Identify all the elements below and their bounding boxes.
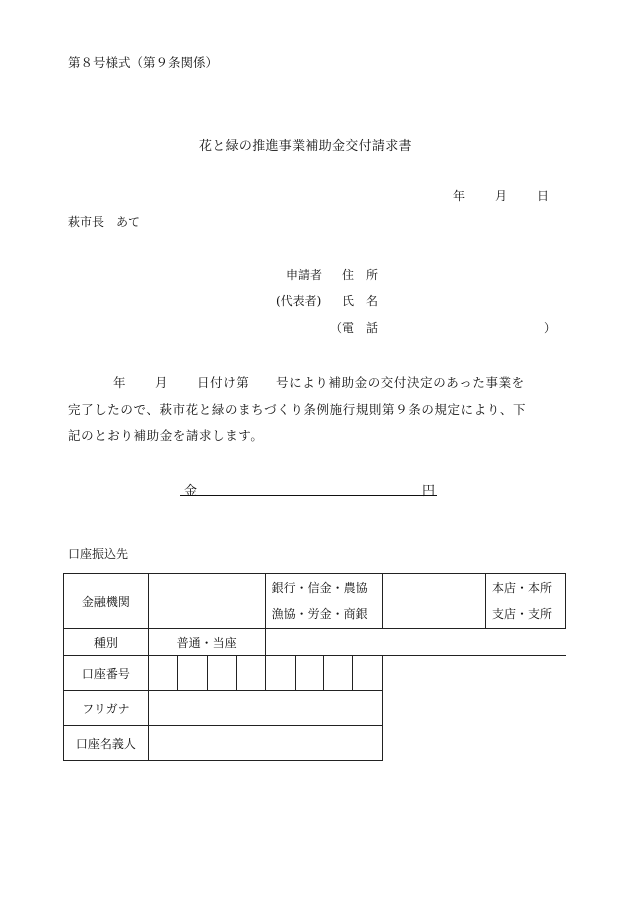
account-digit-box[interactable]	[148, 656, 177, 691]
branch-name-cell[interactable]	[383, 574, 486, 629]
body-dated: 日付け第	[197, 375, 250, 390]
phone-close-paren: ）	[544, 321, 557, 335]
amount-suffix: 円	[422, 484, 436, 499]
body-line2: 完了したので、萩市花と緑のまちづくり条例施行規則第９条の規定により、下	[68, 402, 527, 417]
amount-prefix: 金	[184, 484, 198, 499]
document-title: 花と緑の推進事業補助金交付請求書	[199, 139, 412, 154]
representative-label: (代表者)	[276, 294, 322, 308]
blank-area	[265, 629, 565, 656]
body-month: 月	[155, 375, 168, 390]
account-number-label: 口座番号	[64, 656, 149, 691]
date-day: 日	[537, 189, 550, 203]
date-month: 月	[495, 189, 508, 203]
institution-type-cell	[265, 574, 383, 629]
account-digit-box[interactable]	[265, 656, 295, 691]
account-type-label: 種別	[64, 629, 149, 656]
account-digit-box[interactable]	[236, 656, 265, 691]
account-holder-input-cell[interactable]	[148, 726, 383, 761]
bank-table	[63, 573, 566, 761]
body-year: 年	[113, 375, 126, 390]
applicant-label: 申請者	[286, 268, 323, 282]
institution-type-line1: 銀行・信金・農協	[271, 581, 368, 595]
branch-type-cell	[486, 574, 566, 629]
blank-area	[383, 726, 566, 761]
form-number: 第８号様式（第９条関係）	[68, 55, 219, 70]
institution-label: 金融機関	[64, 574, 149, 629]
account-digit-box[interactable]	[177, 656, 207, 691]
blank-area	[383, 691, 566, 726]
amount-line	[180, 480, 437, 496]
account-type-value[interactable]: 普通・当座	[148, 629, 265, 656]
furigana-input-cell[interactable]	[148, 691, 383, 726]
account-digit-box[interactable]	[353, 656, 383, 691]
body-line3: 記のとおり補助金を請求します。	[68, 428, 264, 443]
addressee: 萩市長 あて	[68, 215, 141, 229]
name-label: 氏 名	[342, 294, 379, 308]
branch-type-line1: 本店・本所	[492, 581, 553, 595]
branch-type-line2: 支店・支所	[492, 607, 553, 621]
body-line1-rest: 号により補助金の交付決定のあった事業を	[276, 375, 525, 390]
account-digit-box[interactable]	[324, 656, 353, 691]
phone-open-label: （電 話	[330, 321, 379, 335]
institution-name-cell[interactable]	[148, 574, 265, 629]
account-holder-label: 口座名義人	[64, 726, 149, 761]
furigana-label: フリガナ	[64, 691, 149, 726]
account-digit-box[interactable]	[207, 656, 236, 691]
date-year: 年	[453, 189, 466, 203]
blank-area	[383, 656, 566, 691]
institution-type-line2: 漁協・労金・商銀	[271, 607, 368, 621]
address-label: 住 所	[342, 268, 379, 282]
account-digit-box[interactable]	[295, 656, 324, 691]
bank-section-title: 口座振込先	[68, 547, 129, 561]
